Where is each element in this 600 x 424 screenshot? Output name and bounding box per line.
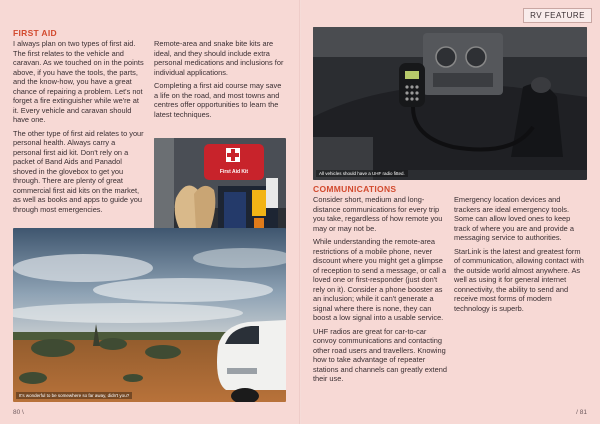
paragraph: While understanding the remote-area restrictions of a mobile phone, never discount where you might get a glimpse of reception to send a message, or call a loved one or first-responder (just don't rely on it). Consider a phone booster as an inclusion; while it can't generate a signal where there is none, they can boost a low signal into a usable service. bbox=[313, 237, 447, 322]
right-page-number: / 81 bbox=[576, 409, 587, 416]
first-aid-column-2 bbox=[154, 39, 286, 123]
left-page-number: 80 \ bbox=[13, 409, 24, 416]
paragraph: Consider short, medium and long-distance communications for every trip you take, regardless of how remote you may or may not be. bbox=[313, 195, 443, 233]
communications-heading: COMMUNICATIONS bbox=[313, 184, 397, 194]
outback-campsite-photo bbox=[13, 228, 286, 402]
paragraph: Emergency location devices and trackers are ideal emergency tools. Some can allow loved ones to keep track of where you are and provide a messaging service to authorities. bbox=[454, 195, 574, 242]
communications-column-1 bbox=[313, 195, 447, 388]
communications-column-2 bbox=[454, 195, 588, 317]
paragraph: StarLink is the latest and greatest form of communication, allowing contact with the outside world almost anywhere. As well as using it for general internet connectivity, the ability to send and receive most forms of modern technology is superb. bbox=[454, 246, 584, 313]
paragraph: Completing a first aid course may save a life on the road, and most towns and centres offer opportunities to learn the latest techniques. bbox=[154, 81, 282, 119]
paragraph: Remote-area and snake bite kits are ideal, and they should include extra personal medications and inclusions for individual applications. bbox=[154, 39, 284, 77]
uhf-radio-photo bbox=[313, 27, 587, 180]
paragraph: The other type of first aid relates to your personal health. Always carry a personal first aid kit. Don't rely on a packet of Band Aids and Panadol shoved in the glovebox to get you through. There are plenty of great commercial first aid kits on the market, as well as books and apps to guide you through most emergencies. bbox=[13, 128, 144, 214]
paragraph: UHF radios are great for car-to-car convoy communications and contacting other road users and travellers. Knowing how to take advantage of repeater stations and channels can greatly extend their use. bbox=[313, 326, 447, 383]
outback-landscape-image bbox=[13, 228, 286, 402]
outback-photo-caption: It's wonderful to be somewhere so far away, didn't you? bbox=[16, 392, 132, 399]
first-aid-column-1 bbox=[13, 39, 145, 218]
first-aid-heading: FIRST AID bbox=[13, 28, 57, 38]
radio-photo-caption: All vehicles should have a UHF radio fitted. bbox=[316, 170, 408, 177]
rv-feature-tag: RV FEATURE bbox=[523, 8, 592, 23]
vehicle-interior-image bbox=[313, 27, 587, 180]
page-gutter bbox=[299, 0, 301, 424]
paragraph: I always plan on two types of first aid. The first relates to the vehicle and caravan. As we touched on in the points above, if you have the tools, the parts, and the know-how, you have a great chance of repairing a problem. Let's not forget a fire extinguisher while we're at it. Every vehicle and caravan should have one. bbox=[13, 39, 144, 124]
kit-label: First Aid Kit bbox=[219, 169, 249, 175]
